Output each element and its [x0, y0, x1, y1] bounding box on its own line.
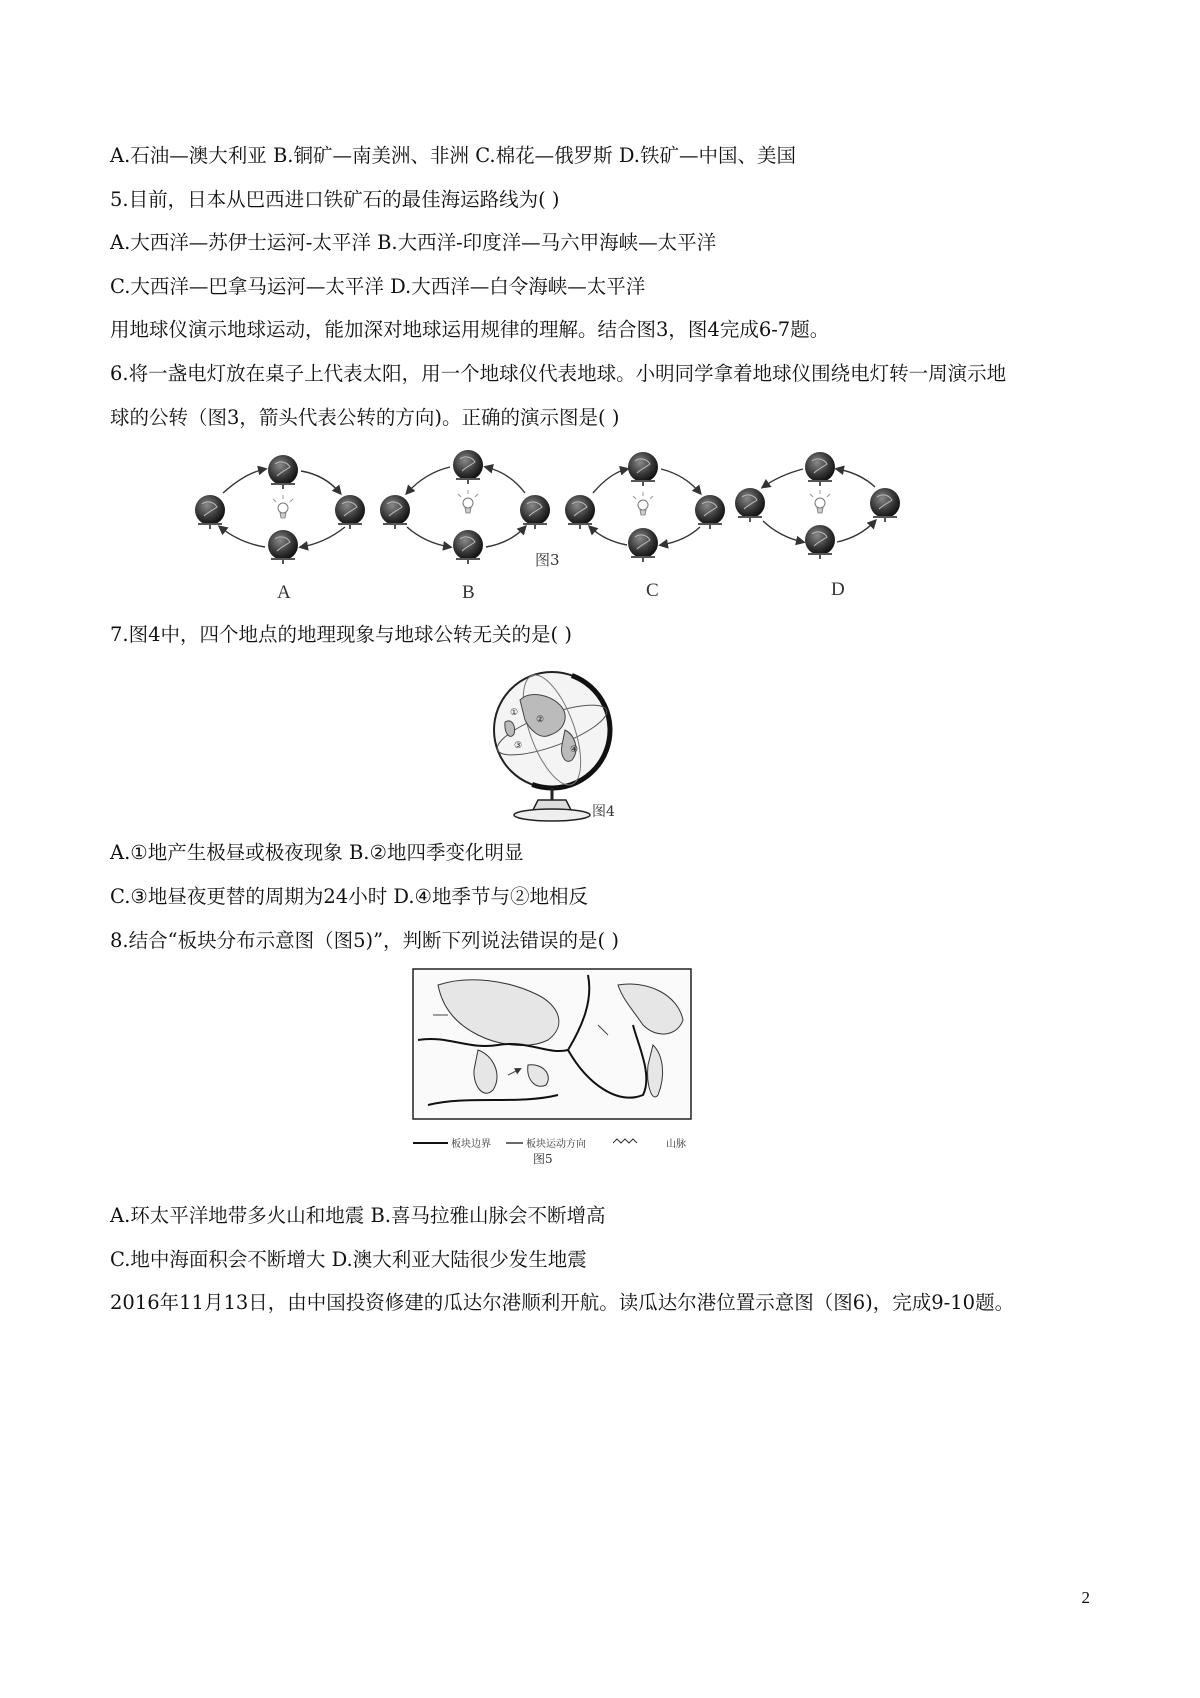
legend-mountain: 山脉 [666, 1139, 686, 1150]
q5-options-cd: C.大西洋—巴拿马运河—太平洋 D.大西洋—白令海峡—太平洋 [110, 275, 646, 298]
fig3-label-a: A [277, 582, 291, 603]
q8-options-cd: C.地中海面积会不断增大 D.澳大利亚大陆很少发生地震 [110, 1248, 587, 1271]
fig3-caption: 图3 [535, 551, 560, 569]
q8-stem: 8.结合“板块分布示意图（图5)”，判断下列说法错误的是( ) [110, 929, 619, 952]
q4-options: A.石油—澳大利亚 B.铜矿—南美洲、非洲 C.棉花—俄罗斯 D.铁矿—中国、美国 [110, 144, 796, 167]
fig4-caption: 图4 [592, 804, 615, 820]
q5-stem: 5.目前，日本从巴西进口铁矿石的最佳海运路线为( ) [110, 188, 560, 211]
intro-6-7: 用地球仪演示地球运动，能加深对地球运用规律的理解。结合图3，图4完成6-7题。 [110, 318, 830, 341]
svg-text:③: ③ [514, 741, 523, 751]
figure-4-globe [480, 660, 640, 830]
svg-text:④: ④ [570, 745, 579, 755]
fig3-label-b: B [462, 582, 475, 603]
q8-options-ab: A.环太平洋地带多火山和地震 B.喜马拉雅山脉会不断增高 [110, 1204, 606, 1227]
q7-stem: 7.图4中，四个地点的地理现象与地球公转无关的是( ) [110, 623, 572, 646]
page-number: 2 [1081, 1588, 1090, 1607]
legend-boundary: 板块边界 [451, 1139, 491, 1150]
fig3-label-d: D [831, 579, 845, 600]
legend-direction: 板块运动方向 [526, 1139, 586, 1150]
q6-stem-line1: 6.将一盏电灯放在桌子上代表太阳，用一个地球仪代表地球。小明同学拿着地球仪围绕电灯转一周演示地 [110, 362, 1007, 385]
fig5-caption: 图5 [533, 1152, 553, 1165]
intro-9-10: 2016年11月13日，由中国投资修建的瓜达尔港顺利开航。读瓜达尔港位置示意图（图6)，完成9-10题。 [110, 1291, 1015, 1314]
q7-options-ab: A.①地产生极昼或极夜现象 B.②地四季变化明显 [110, 841, 524, 864]
svg-text:①: ① [510, 708, 519, 718]
figure-5-plate-map [408, 965, 698, 1165]
q6-stem-line2: 球的公转（图3，箭头代表公转的方向)。正确的演示图是( ) [110, 406, 620, 429]
fig3-label-c: C [646, 580, 659, 601]
svg-text:②: ② [536, 715, 545, 725]
q7-options-cd: C.③地昼夜更替的周期为24小时 D.④地季节与②地相反 [110, 885, 589, 908]
q5-options-ab: A.大西洋—苏伊士运河-太平洋 B.大西洋-印度洋—马六甲海峡—太平洋 [110, 231, 717, 254]
figure-3-orbit-demos [185, 445, 915, 610]
